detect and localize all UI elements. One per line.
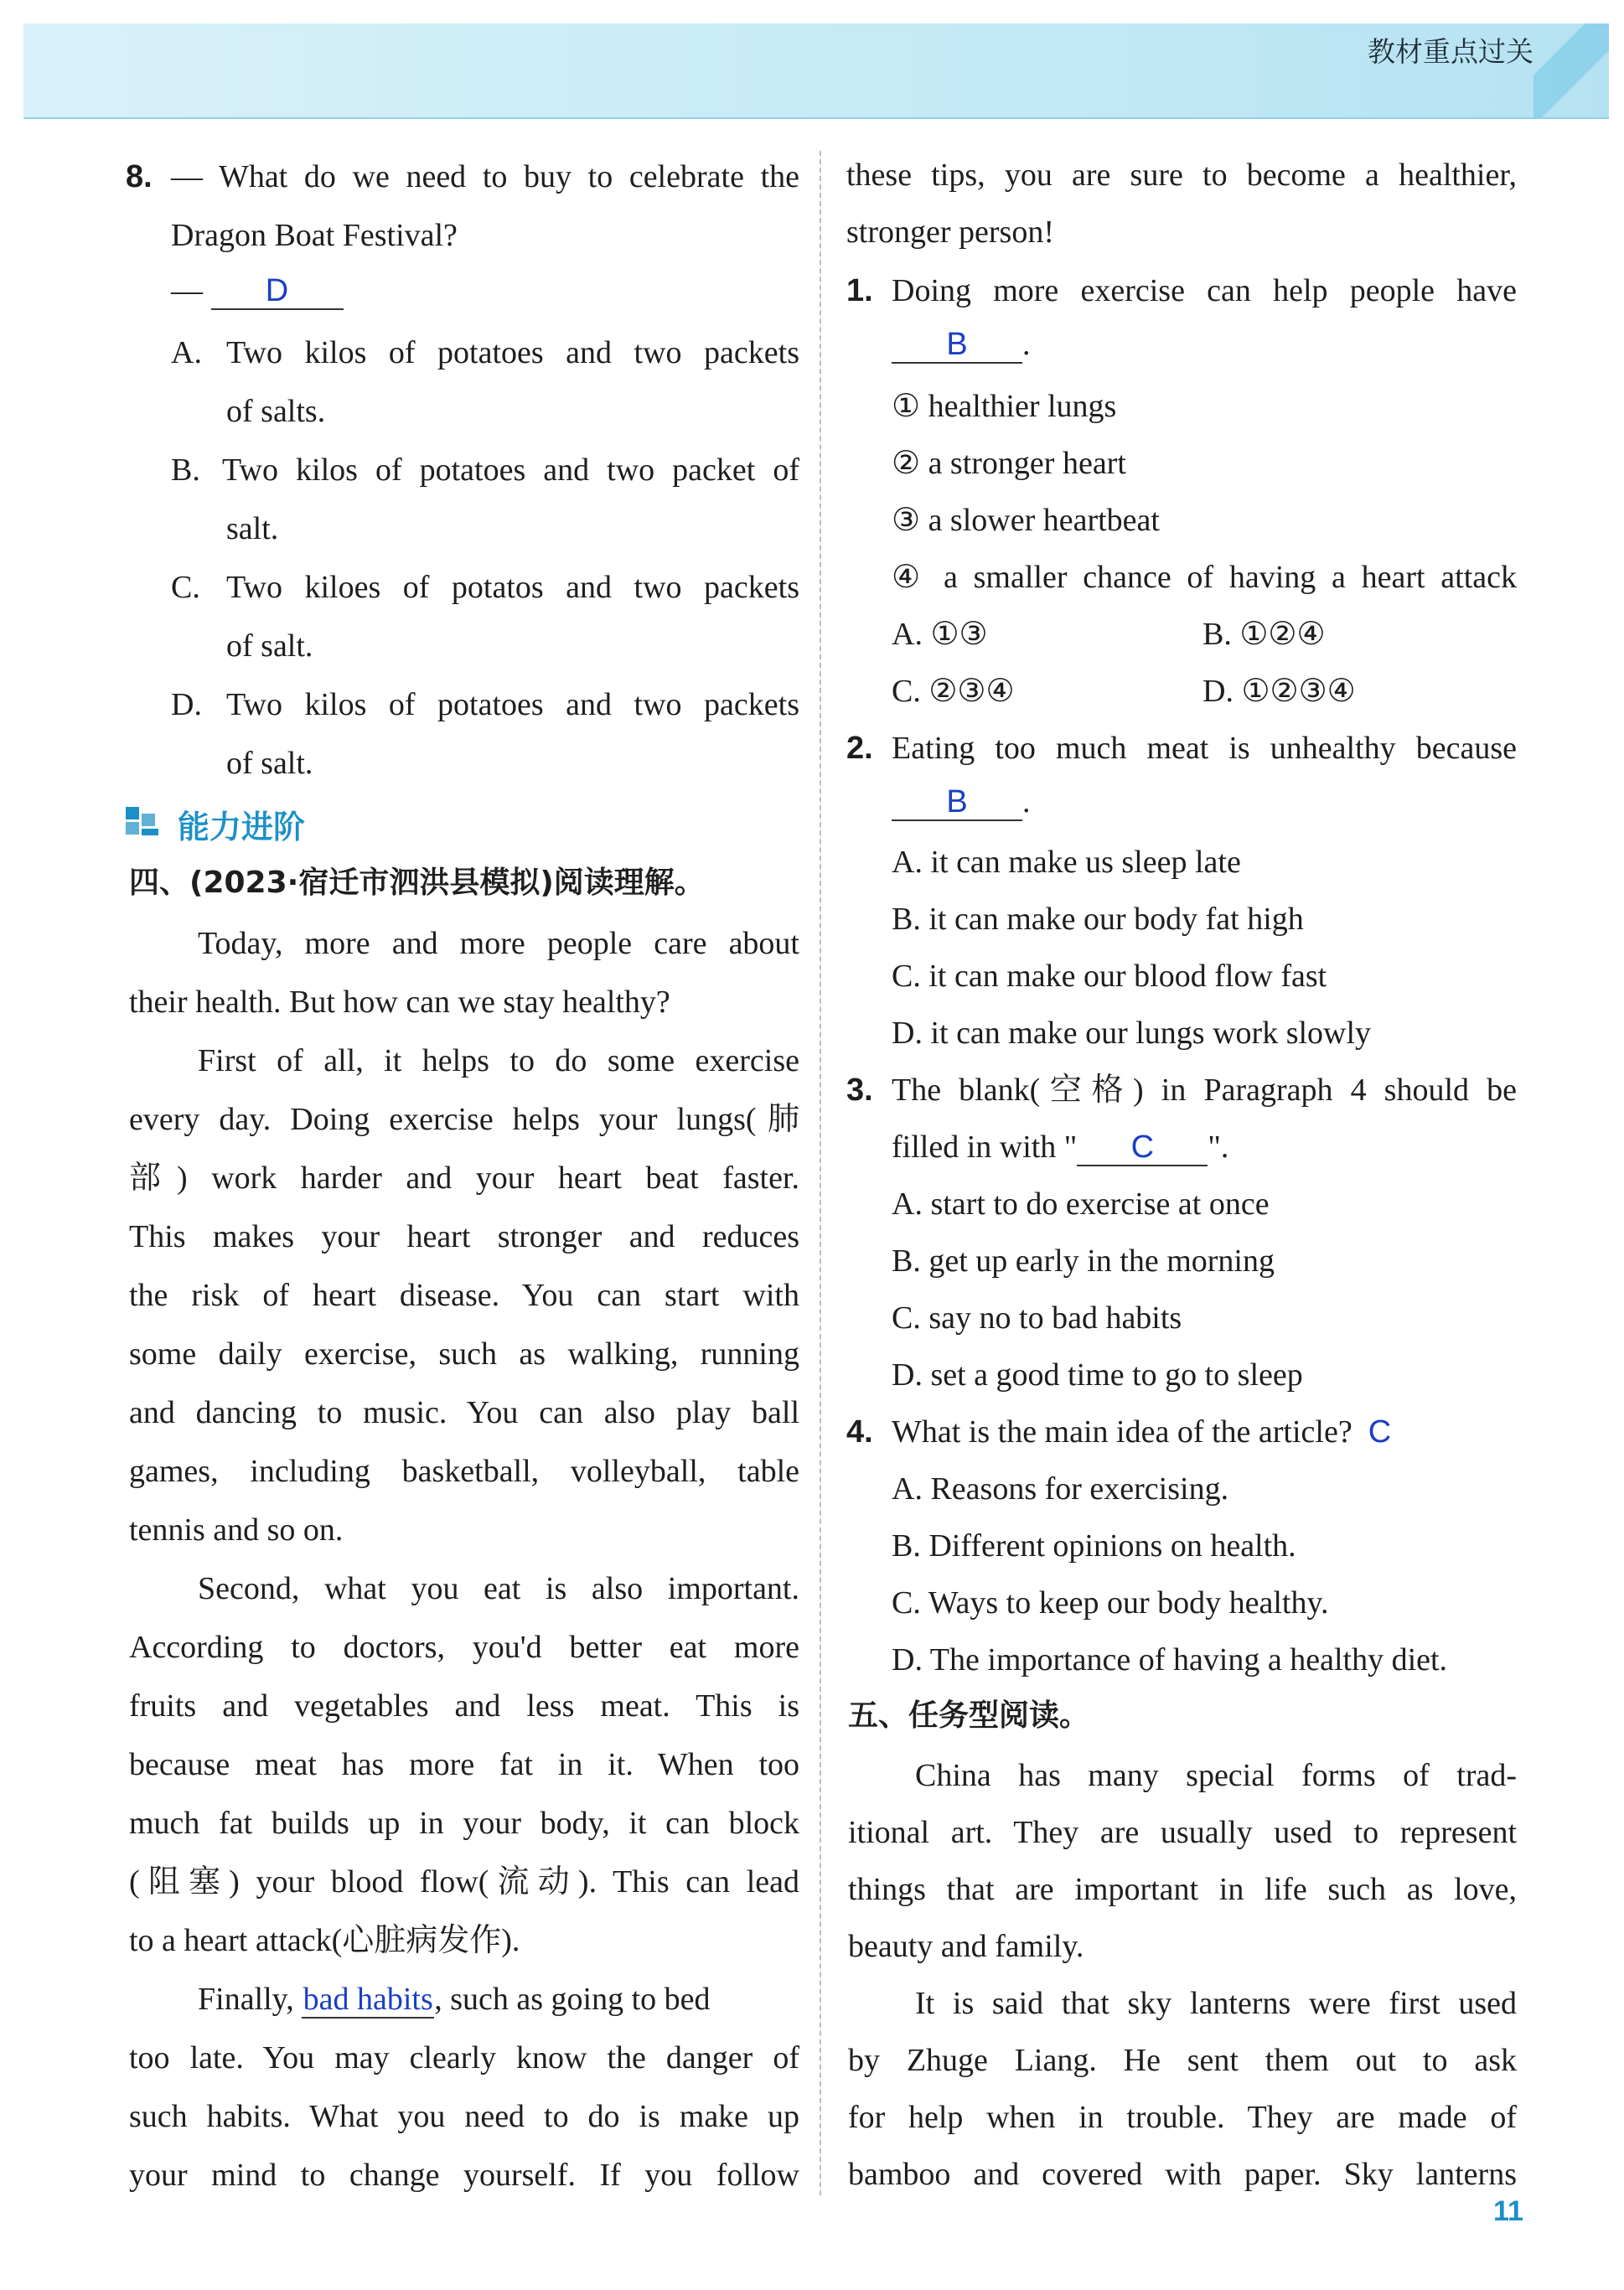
passage-line-22: these tips, you are sure to become a healthier, bbox=[846, 158, 1517, 193]
q8-option-c-label: C. bbox=[171, 570, 200, 605]
part5-line-8: bamboo and covered with paper. Sky lanterns bbox=[848, 2157, 1517, 2192]
q1-item-4: ④ a smaller chance of having a heart attack bbox=[892, 560, 1517, 595]
passage-line-15: because meat has more fat in it. When too bbox=[129, 1747, 799, 1782]
passage-answer-blank: bad habits bbox=[303, 1982, 433, 2017]
part5-line-1: China has many special forms of trad- bbox=[915, 1758, 1517, 1793]
passage-line-10: games, including basketball, volleyball, table bbox=[129, 1454, 799, 1489]
passage-line-8: some daily exercise, such as walking, running bbox=[129, 1336, 799, 1372]
q8-option-d-line2: of salt. bbox=[226, 746, 313, 781]
q8-number: 8. bbox=[126, 159, 153, 194]
q2-answer-line: B . bbox=[892, 786, 1031, 821]
q2-number: 2. bbox=[846, 731, 873, 766]
q4-option-c: C. Ways to keep our body healthy. bbox=[892, 1585, 1329, 1621]
q1-number: 1. bbox=[846, 273, 873, 308]
part5-line-7: for help when in trouble. They are made of bbox=[848, 2100, 1517, 2135]
q4-option-b: B. Different opinions on health. bbox=[892, 1528, 1296, 1564]
q1-stem: Doing more exercise can help people have bbox=[892, 273, 1517, 308]
q4-stem: What is the main idea of the article? C bbox=[892, 1414, 1392, 1450]
level-title: 能力进阶 bbox=[178, 809, 306, 845]
q3-number: 3. bbox=[846, 1073, 873, 1108]
q3-option-b: B. get up early in the morning bbox=[892, 1243, 1275, 1279]
q8-prompt-line1: — What do we need to buy to celebrate the bbox=[171, 159, 799, 194]
q8-option-a-line1: Two kilos of potatoes and two packets bbox=[226, 335, 799, 370]
q1-option-a: A. ①③ bbox=[892, 617, 988, 652]
q1-answer-blank: B bbox=[892, 328, 1022, 364]
level-icon bbox=[126, 807, 161, 835]
q8-answer-blank: D bbox=[211, 275, 344, 310]
passage-line-12: Second, what you eat is also important. bbox=[198, 1571, 799, 1606]
q8-prompt-line2: Dragon Boat Festival? bbox=[171, 218, 458, 253]
q3-stem-line2: filled in with " C ". bbox=[892, 1129, 1229, 1165]
q2-option-a: A. it can make us sleep late bbox=[892, 845, 1241, 880]
passage-line-14: fruits and vegetables and less meat. This is bbox=[129, 1688, 799, 1724]
q4-answer: C bbox=[1368, 1414, 1392, 1450]
q8-option-c-line1: Two kiloes of potatos and two packets bbox=[226, 570, 799, 605]
passage-line-3: First of all, it helps to do some exercise bbox=[198, 1043, 799, 1078]
q8-option-d-line1: Two kilos of potatoes and two packets bbox=[226, 687, 799, 722]
q2-option-b: B. it can make our body fat high bbox=[892, 902, 1304, 937]
part5-line-4: beauty and family. bbox=[848, 1929, 1084, 1964]
q3-answer-blank: C bbox=[1077, 1131, 1208, 1166]
passage-line-5: 部) work harder and your heart beat faster. bbox=[129, 1161, 799, 1196]
q3-option-d: D. set a good time to go to sleep bbox=[892, 1357, 1303, 1393]
q4-number: 4. bbox=[846, 1414, 873, 1450]
section-label: 教材重点过关 bbox=[1368, 35, 1533, 68]
passage-line-2: their health. But how can we stay healthy? bbox=[129, 985, 670, 1020]
q1-option-b: B. ①②④ bbox=[1202, 617, 1326, 652]
q1-option-c: C. ②③④ bbox=[892, 674, 1015, 709]
q3-stem: The blank(空格) in Paragraph 4 should be bbox=[892, 1073, 1517, 1108]
column-divider bbox=[820, 151, 821, 2195]
passage-line-17: (阻塞) your blood flow(流动). This can lead bbox=[129, 1864, 799, 1900]
q8-option-b-label: B. bbox=[171, 452, 200, 488]
passage-line-19: too late. You may clearly know the danger of bbox=[129, 2040, 799, 2075]
q8-option-b-line1: Two kilos of potatoes and two packet of bbox=[222, 452, 799, 488]
q8-option-d-label: D. bbox=[171, 687, 202, 722]
passage-line-16: much fat builds up in your body, it can block bbox=[129, 1806, 799, 1841]
q2-option-d: D. it can make our lungs work slowly bbox=[892, 1016, 1372, 1051]
q3-option-a: A. start to do exercise at once bbox=[892, 1186, 1270, 1222]
q1-item-2: ② a stronger heart bbox=[892, 446, 1126, 481]
q8-option-a-label: A. bbox=[171, 335, 202, 370]
part5-line-2: itional art. They are usually used to represent bbox=[848, 1815, 1517, 1850]
q8-option-b-line2: salt. bbox=[226, 511, 279, 546]
page-number: 11 bbox=[1493, 2195, 1523, 2227]
passage-finally-line: Finally, bad habits, such as going to bed bbox=[198, 1982, 711, 2017]
q2-stem: Eating too much meat is unhealthy because bbox=[892, 731, 1517, 766]
part4-heading: 四、(2023·宿迁市泗洪县模拟)阅读理解。 bbox=[129, 866, 705, 900]
passage-line-1: Today, more and more people care about bbox=[198, 926, 799, 961]
q1-option-d: D. ①②③④ bbox=[1202, 674, 1356, 709]
passage-line-20: such habits. What you need to do is make up bbox=[129, 2099, 799, 2134]
passage-line-13: According to doctors, you'd better eat more bbox=[129, 1630, 799, 1665]
q4-option-d: D. The importance of having a healthy diet. bbox=[892, 1642, 1448, 1677]
passage-line-7: the risk of heart disease. You can start with bbox=[129, 1278, 799, 1313]
q8-answer-line: — D bbox=[171, 275, 344, 310]
q2-answer-blank: B bbox=[892, 786, 1022, 821]
passage-line-4: every day. Doing exercise helps your lungs(肺 bbox=[129, 1102, 799, 1137]
passage-line-23: stronger person! bbox=[846, 215, 1054, 250]
q1-item-1: ① healthier lungs bbox=[892, 389, 1117, 424]
q8-option-c-line2: of salt. bbox=[226, 628, 313, 664]
q4-option-a: A. Reasons for exercising. bbox=[892, 1471, 1229, 1507]
passage-line-21: your mind to change yourself. If you follow bbox=[129, 2158, 799, 2193]
q2-option-c: C. it can make our blood flow fast bbox=[892, 959, 1327, 994]
passage-line-6: This makes your heart stronger and reduces bbox=[129, 1219, 799, 1254]
header-decoration bbox=[1533, 23, 1609, 117]
passage-line-11: tennis and so on. bbox=[129, 1512, 344, 1548]
q1-answer-line: B . bbox=[892, 328, 1031, 364]
passage-line-18: to a heart attack(心脏病发作). bbox=[129, 1923, 520, 1958]
q8-option-a-line2: of salts. bbox=[226, 394, 326, 429]
q1-item-3: ③ a slower heartbeat bbox=[892, 503, 1160, 538]
q3-option-c: C. say no to bad habits bbox=[892, 1300, 1182, 1336]
part5-line-6: by Zhuge Liang. He sent them out to ask bbox=[848, 2043, 1517, 2078]
passage-line-9: and dancing to music. You can also play ball bbox=[129, 1395, 799, 1430]
part5-heading: 五、任务型阅读。 bbox=[848, 1698, 1090, 1733]
part5-line-3: things that are important in life such as love, bbox=[848, 1872, 1517, 1907]
part5-line-5: It is said that sky lanterns were first used bbox=[915, 1986, 1517, 2021]
